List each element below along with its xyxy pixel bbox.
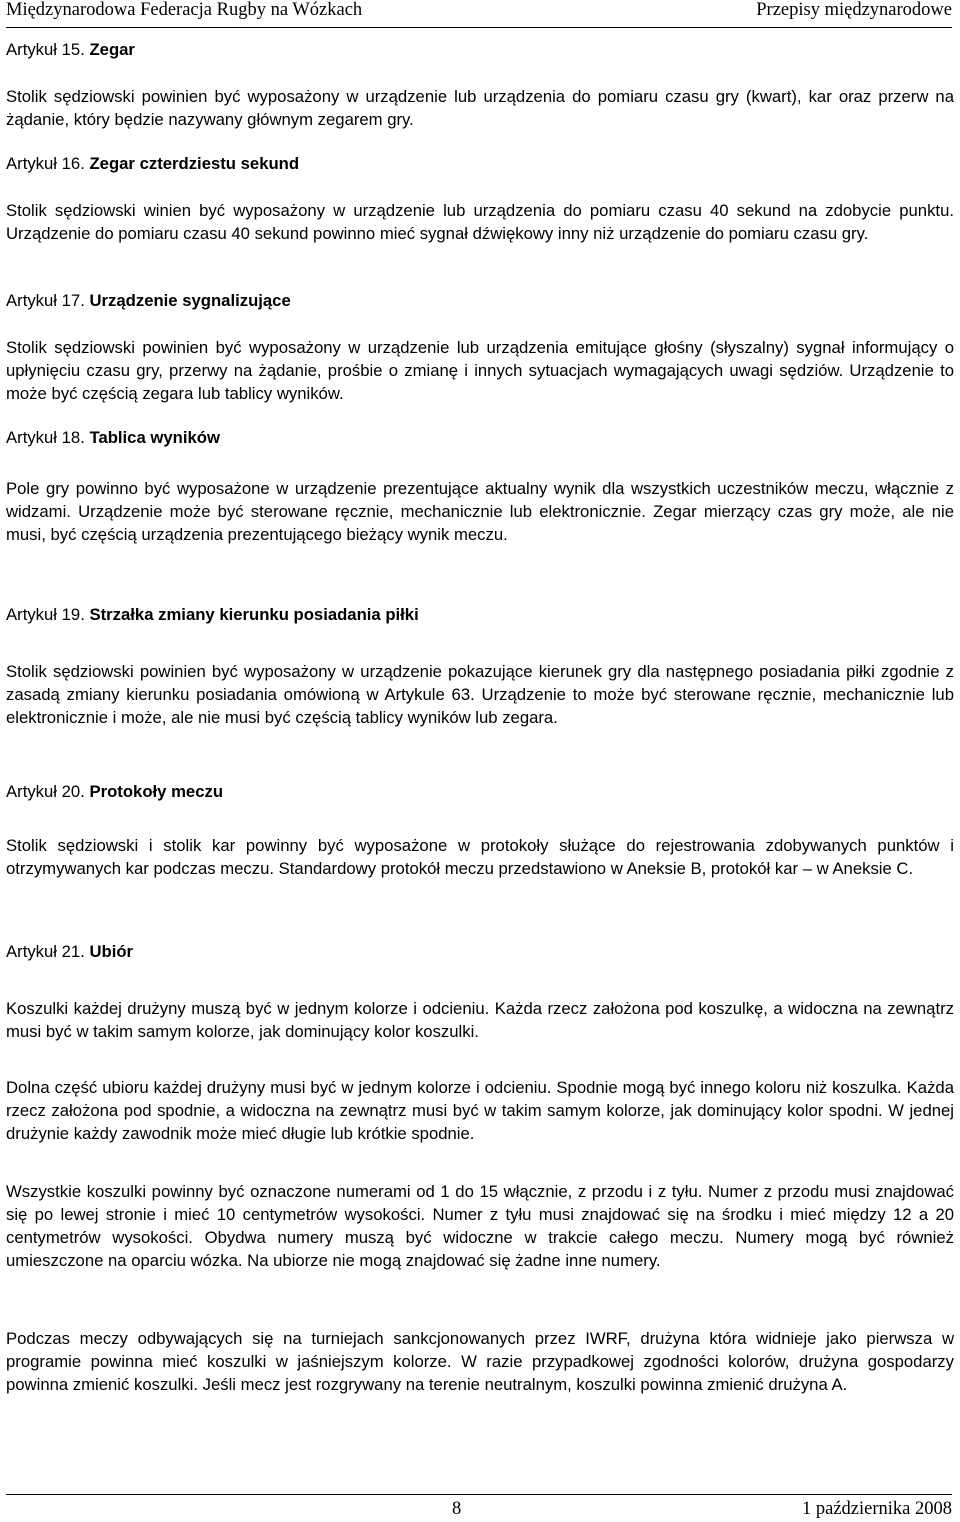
article-heading — [6, 940, 133, 963]
article-heading — [6, 426, 220, 449]
article-paragraph: Stolik sędziowski i stolik kar powinny być wyposażone w protokoły służące do rejestrowania zdobywanych punktów i otrzymywanych kar podczas meczu. Standardowy protokół meczu przedstawiono w Aneksie B, protokół kar – w Aneksie C. — [6, 836, 954, 878]
article-title: Tablica wyników — [89, 428, 220, 447]
article-heading — [6, 289, 291, 312]
article-heading — [6, 152, 299, 175]
article-paragraph: Podczas meczy odbywających się na turniejach sankcjonowanych przez IWRF, drużyna która widnieje jako pierwsza w programie powinna mieć koszulki w jaśniejszym kolorze. W razie przypadkowej zgodności kolorów, drużyna gospodarzy powinna zmienić koszulki. Jeśli mecz jest rozgrywany na terenie neutralnym, koszulki powinna zmienić drużyna A. — [6, 1329, 954, 1394]
page-footer — [6, 1494, 952, 1522]
header-organization: Międzynarodowa Federacja Rugby na Wózkach — [6, 0, 363, 20]
article-number: Artykuł 17. — [6, 291, 85, 310]
article-heading — [6, 603, 419, 626]
article-title: Zegar — [89, 40, 135, 59]
article-paragraph: Pole gry powinno być wyposażone w urządzenie prezentujące aktualny wynik dla wszystkich uczestników meczu, włącznie z widzami. Urządzenie może być sterowane ręcznie, mechanicznie lub elektronicznie. Zegar mierzący czas gry może, ale nie musi, być częścią urządzenia prezentującego bieżący wynik meczu. — [6, 479, 954, 544]
article-heading — [6, 780, 223, 803]
article-paragraph: Stolik sędziowski powinien być wyposażony w urządzenie lub urządzenia emitujące głośny (słyszalny) sygnał informujący o upłynięciu czasu gry, przerwy na żądanie, prośbie o zmianę i innych sytuacjach wymagających uwagi sędziów. Urządzenie to może być częścią zegara lub tablicy wyników. — [6, 338, 954, 403]
article-title: Protokoły meczu — [89, 782, 224, 801]
article-number: Artykuł 15. — [6, 40, 85, 59]
article-paragraph: Wszystkie koszulki powinny być oznaczone numerami od 1 do 15 włącznie, z przodu i z tyłu. Numer z przodu musi znajdować się po lewej stronie i mieć 10 centymetrów wysokości. Numer z tyłu musi znajdować się na środku i mieć między 12 a 20 centymetrów wysokości. Obydwa numery muszą być widoczne w trakcie całego meczu. Numery mogą być również umieszczone na oparciu wózka. Na ubiorze nie mogą znajdować się żadne inne numery. — [6, 1182, 954, 1270]
article-paragraph: Dolna część ubioru każdej drużyny musi być w jednym kolorze i odcieniu. Spodnie mogą być innego koloru niż koszulka. Każda rzecz założona pod spodnie, a widoczna na zewnątrz musi być w takim samym kolorze, jak dominujący kolor spodni. W jednej drużynie każdy zawodnik może mieć długie lub krótkie spodnie. — [6, 1078, 954, 1143]
article-heading — [6, 38, 135, 61]
article-paragraph: Koszulki każdej drużyny muszą być w jednym kolorze i odcieniu. Każda rzecz założona pod koszulkę, a widoczna na zewnątrz musi być w takim samym kolorze, jak dominujący kolor koszulki. — [6, 999, 954, 1041]
article-number: Artykuł 18. — [6, 428, 85, 447]
article-number: Artykuł 21. — [6, 942, 85, 961]
article-number: Artykuł 19. — [6, 605, 85, 624]
article-paragraph: Stolik sędziowski powinien być wyposażony w urządzenie lub urządzenia do pomiaru czasu gry (kwart), kar oraz przerw na żądanie, który będzie nazywany głównym zegarem gry. — [6, 87, 954, 129]
article-paragraph: Stolik sędziowski winien być wyposażony w urządzenie lub urządzenia do pomiaru czasu 40 sekund na zdobycie punktu. Urządzenie do pomiaru czasu 40 sekund powinno mieć sygnał dźwiękowy inny niż urządzenie do pomiaru czasu gry. — [6, 201, 954, 243]
article-paragraph: Stolik sędziowski powinien być wyposażony w urządzenie pokazujące kierunek gry dla następnego posiadania piłki zgodnie z zasadą zmiany kierunku posiadania omówioną w Artykule 63. Urządzenie to może być sterowane ręcznie, mechanicznie lub elektronicznie i może, ale nie musi być częścią tablicy wyników lub zegara. — [6, 662, 954, 727]
article-number: Artykuł 20. — [6, 782, 85, 801]
article-number: Artykuł 16. — [6, 154, 85, 173]
article-title: Ubiór — [89, 942, 134, 961]
footer-date: 1 października 2008 — [802, 1499, 952, 1519]
article-title: Strzałka zmiany kierunku posiadania piłki — [89, 605, 419, 624]
article-title: Urządzenie sygnalizujące — [89, 291, 291, 310]
page-header — [6, 0, 952, 28]
page-number: 8 — [452, 1499, 462, 1519]
header-section: Przepisy międzynarodowe — [756, 0, 952, 20]
article-title: Zegar czterdziestu sekund — [89, 154, 300, 173]
